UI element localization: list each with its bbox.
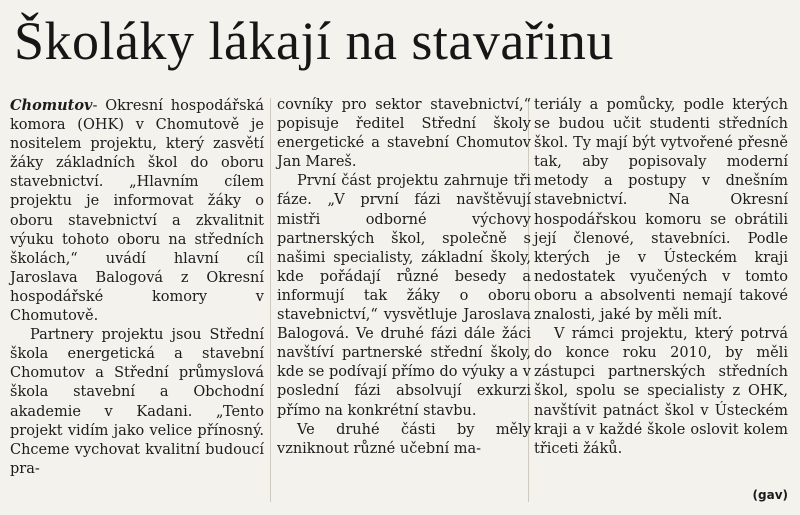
dateline: Chomutov <box>10 97 93 114</box>
column-divider <box>270 98 271 502</box>
article-paragraph: covníky pro sektor stavebnictví,“ popisuje ředitel Střední školy energetické a stavební Chomutov Jan Mareš. <box>277 97 531 171</box>
article-paragraph: Partnery projektu jsou Střední škola energetická a stavební Chomutov a Střední průmyslová škola stavební a Obchodní akademie v Kadani. „Tento projekt vidím jako velice přínosný. Chceme vychovat kvalitní budoucí pra- <box>10 327 264 477</box>
headline: Školáky lákají na stavařinu <box>14 11 614 71</box>
article-paragraph: První část projektu zahrnuje tři fáze. „V první fázi navštěvují mistři odborné výchovy partnerských škol, společně s našimi specialisty, základní školy, kde pořádají různé besedy a informují tak žáky o oboru stavebnictví,“ vysvětluje Jaroslava Balogová. Ve druhé fázi dále žáci navštíví partnerské střední školy, kde se podívají přímo do výuky a v poslední fázi absolvují exkurzi přímo na konkrétní stavbu. <box>277 173 531 419</box>
paragraph-text: - Okresní hospodářská komora (OHK) v Chomutově je nositelem projektu, který zasvětí žáky základních škol do oboru stavebnictví. „Hlavním cílem projektu je informovat žáky o oboru stavebnictví a zkvalitnit výuku tohoto oboru na středních školách,“ uvádí hlavní cíl Jaroslava Balogová z Okresní hospodářské komory v Chomutově. <box>10 98 264 325</box>
article-paragraph <box>10 96 264 326</box>
article-column-2 <box>277 96 531 459</box>
article-paragraph: Ve druhé části by měly vzniknout různé učební ma- <box>277 421 531 457</box>
article-paragraph: V rámci projektu, který potrvá do konce roku 2010, by měli zástupci partnerských středních škol, spolu se specialisty z OHK, navštívit patnáct škol v Ústeckém kraji a v každé škole oslovit kolem třiceti žáků. <box>534 326 788 457</box>
article-paragraph: teriály a pomůcky, podle kterých se budou učit studenti středních škol. Ty mají být vytvořené přesně tak, aby popisovaly moderní metody a postupy v dnešním stavebnictví. Na Okresní hospodářskou komoru se obrátili její členové, stavebníci. Podle kterých je v Ústeckém kraji nedostatek vyučených v tomto oboru a absolventi nemají takové znalosti, jaké by měli mít. <box>534 97 788 324</box>
article-column-3 <box>534 96 788 459</box>
author-signature: (gav) <box>752 488 788 502</box>
article-column-1 <box>10 96 264 479</box>
